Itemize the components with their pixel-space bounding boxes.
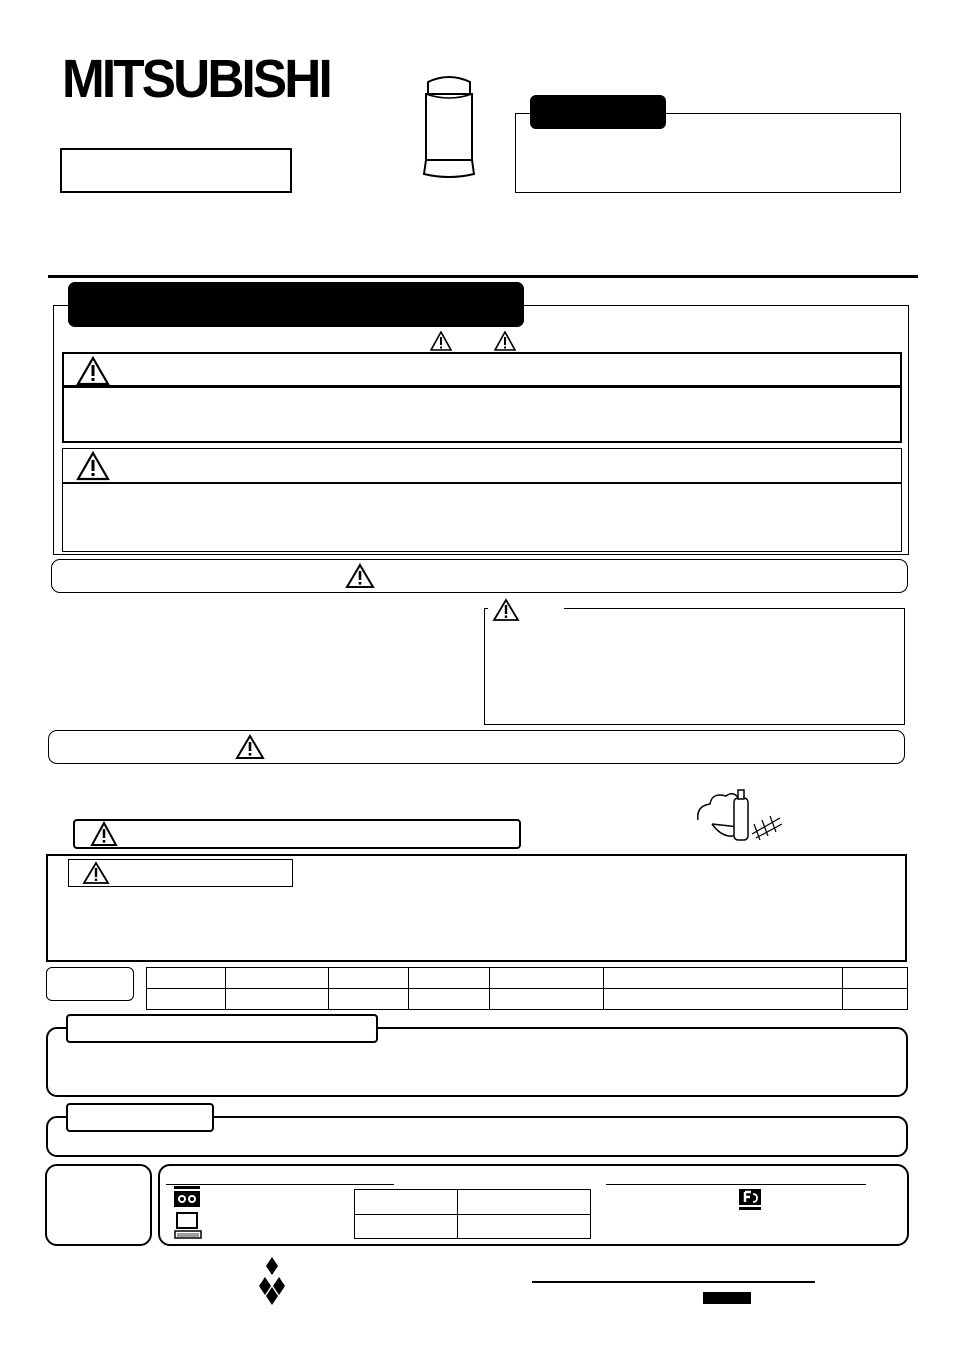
brand-logo: MITSUBISHI	[62, 49, 330, 109]
contact-rule-left	[166, 1184, 394, 1185]
computer-icon	[174, 1212, 202, 1240]
warning-triangle-icon	[430, 331, 452, 351]
three-diamonds-logo	[257, 1257, 287, 1305]
table-row	[355, 1190, 591, 1215]
safety-section-title	[68, 282, 524, 327]
warning-box	[62, 352, 902, 443]
warning-triangle-icon	[82, 861, 110, 885]
warning-triangle-icon	[345, 563, 375, 589]
service-section-tab	[66, 1103, 214, 1132]
notice-box-header	[530, 95, 666, 129]
warning-triangle-icon	[235, 734, 265, 760]
ceiling-light-icon	[418, 74, 480, 178]
warning-triangle-icon	[494, 331, 516, 351]
table-row	[147, 989, 908, 1010]
contact-table	[354, 1189, 591, 1239]
contact-rule-right	[606, 1184, 866, 1185]
spec-label-box	[46, 967, 134, 1001]
info-section-tab	[66, 1014, 378, 1043]
installation-caution-bar	[51, 559, 908, 593]
table-row	[355, 1214, 591, 1239]
cleaning-caution-tab	[73, 819, 521, 849]
model-name-box	[60, 148, 292, 193]
warning-triangle-icon	[76, 451, 110, 481]
spec-table	[146, 967, 908, 1010]
header-rule	[48, 275, 918, 278]
caution-box-divider	[62, 482, 902, 484]
contact-label-box	[45, 1164, 152, 1246]
side-notice-box	[484, 608, 905, 725]
table-row	[147, 968, 908, 989]
freedial-icon	[173, 1186, 203, 1208]
cleaning-supplies-icon	[690, 784, 786, 848]
footer-rule	[532, 1281, 815, 1283]
usage-caution-bar	[48, 730, 905, 764]
freecall-icon	[737, 1188, 765, 1212]
warning-triangle-icon	[90, 821, 118, 847]
caution-box	[62, 448, 902, 552]
footer-tag	[703, 1292, 751, 1304]
warning-triangle-icon	[492, 598, 520, 622]
warning-box-divider	[62, 385, 902, 388]
warning-triangle-icon	[76, 356, 110, 386]
